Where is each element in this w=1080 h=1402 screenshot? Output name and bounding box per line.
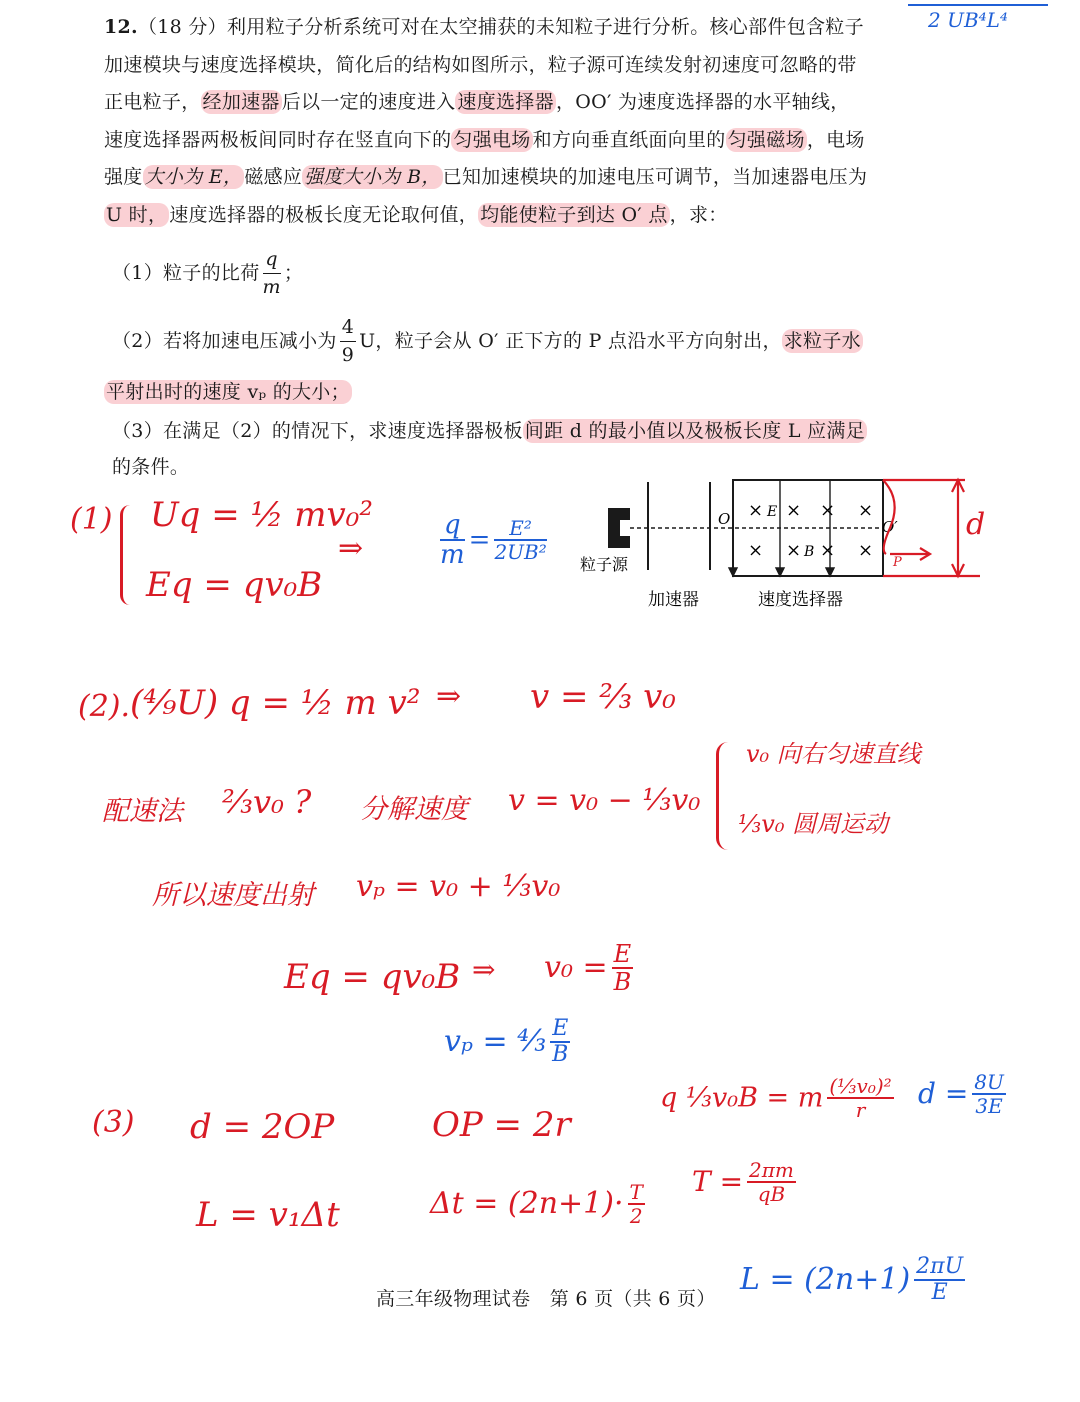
label-b: B [804, 544, 815, 560]
handwritten-top-right: 2 UB⁴L⁴ [928, 8, 1008, 32]
part3-force: q ⅓v₀B = m $\frac{\text{(⅓v₀)²}}{r}$ [660, 1074, 892, 1122]
b-field-cross: × [820, 540, 836, 561]
b-field-cross: × [748, 540, 764, 561]
highlight-find-vp: 求粒子水 [783, 329, 861, 352]
part2-balance-eq: Eq = qv₀B [284, 957, 461, 997]
part1-result: $\frac{q}{m}$ = $\frac{\text{E²}}{\text{2UB²}}$ [440, 510, 547, 570]
b-field-cross: × [858, 540, 874, 561]
question-3-line-2: 的条件。 [112, 456, 190, 478]
problem-number: 12. [104, 16, 138, 38]
part3-op: OP = 2r [432, 1105, 571, 1145]
part2-brace [716, 742, 735, 850]
part3-L-result: L = (2n+1) $\frac{2\pi U}{E}$ [740, 1254, 964, 1305]
part1-brace [120, 505, 137, 605]
b-field-cross: × [820, 500, 836, 521]
label-accelerator: 加速器 [648, 590, 699, 610]
highlight-b-magnitude: 强度大小为 B， [304, 166, 441, 188]
question-1: （1）粒子的比荷 $\frac{q}{m}$ ； [112, 248, 304, 298]
label-e: E [767, 504, 778, 520]
part2-vp-result: vₚ = ⁴⁄₃ $\frac{E}{B}$ [444, 1016, 569, 1067]
problem-line-4: 速度选择器两极板间同时存在竖直向下的 匀强电场 和方向垂直纸面向里的 匀强磁场 ，电场 [104, 129, 865, 151]
part2-arrow-2: ⇒ [472, 953, 496, 986]
label-p: P [893, 555, 902, 570]
problem-line-1: 12.（18 分）利用粒子分析系统可对在太空捕获的未知粒子进行分析。核心部件包含粒子 [104, 16, 864, 38]
fraction-q-over-m: $\frac{q}{m}$ [262, 248, 281, 298]
part3-dt: Δt = (2n+1)· $\frac{T}{2}$ [430, 1180, 643, 1228]
question-2-line-2 [104, 383, 352, 402]
part2-decompose-eq: v = v₀ − ⅓v₀ [508, 783, 701, 818]
b-field-cross: × [858, 500, 874, 521]
highlight-reach-o-prime: 均能使粒子到达 O′ 点 [480, 204, 668, 226]
part1-arrow: ⇒ [338, 531, 364, 566]
part3-label: (3) [92, 1105, 135, 1140]
problem-line-2: 加速模块与速度选择模块，简化后的结构如图所示，粒子源可连续发射初速度可忽略的带 [104, 54, 857, 76]
part2-brace-line-1: v₀ 向右匀速直线 [746, 740, 921, 768]
b-field-cross: × [748, 500, 764, 521]
part3-T: T = $\frac{2\pi m}{qB}$ [692, 1158, 794, 1206]
label-selector: 速度选择器 [758, 590, 843, 610]
apparatus-diagram [580, 470, 1000, 620]
problem-line-6: U 时， 速度选择器的极板长度无论取何值， 均能使粒子到达 O′ 点 ，求： [106, 204, 728, 226]
part2-brace-line-2: ⅓v₀ 圆周运动 [738, 810, 889, 838]
label-d: d [966, 507, 986, 542]
highlight-e-magnitude: 大小为 E， [144, 166, 243, 188]
fraction-four-ninths: $\frac{4}{9}$ [341, 316, 355, 366]
highlight-u: U 时， [106, 204, 168, 226]
label-o-prime: O′ [882, 518, 898, 536]
label-source: 粒子源 [580, 555, 629, 574]
part2-vp-eq: vₚ = v₀ + ⅓v₀ [356, 869, 561, 904]
part2-method: 配速法 [102, 796, 183, 827]
page-footer: 高三年级物理试卷 第 6 页（共 6 页） [376, 1288, 716, 1310]
problem-line-3: 正电粒子， 经加速器 后以一定的速度进入 速度选择器 ，OO′ 为速度选择器的水平轴线， [104, 91, 850, 113]
part2-arrow: ⇒ [436, 679, 462, 714]
highlight-magnetic-field: 匀强磁场 [727, 129, 805, 151]
highlight-d-and-l: 间距 d 的最小值以及极板长度 L 应满足 [524, 420, 866, 442]
part2-result: v = ⅔ v₀ [530, 677, 676, 717]
highlight-electric-field: 匀强电场 [453, 129, 531, 151]
problem-line-5: 强度 大小为 E， 磁感应 强度大小为 B， 已知加速模块的加速电压可调节，当加速器电压为 [104, 166, 868, 188]
part2-label: (2). [78, 689, 131, 724]
question-3: （3）在满足（2）的情况下，求速度选择器极板 间距 d 的最小值以及极板长度 L 应满足 [112, 420, 866, 442]
part1-eq2: Eq = qv₀B [146, 565, 323, 605]
b-field-cross: × [786, 540, 802, 561]
part2-exit-note: 所以速度出射 [152, 880, 314, 911]
part2-method-value: ⅔v₀ ? [222, 783, 312, 821]
part3-d: d = 2OP [190, 1107, 335, 1147]
part3-L: L = v₁Δt [196, 1195, 340, 1235]
b-field-cross: × [786, 500, 802, 521]
label-o: O [718, 510, 731, 528]
part2-decompose: 分解速度 [360, 794, 468, 825]
part1-eq1: Uq = ½ mv₀² [150, 495, 373, 535]
part3-d-result: d = $\frac{8U}{3E}$ [918, 1070, 1004, 1118]
part2-eq: (⁴⁄₉U) q = ½ m v² [130, 683, 421, 723]
top-right-fraction-bar [908, 4, 1048, 6]
part1-label: (1) [70, 502, 113, 537]
highlight-vp-magnitude: 平射出时的速度 vₚ 的大小； [106, 381, 350, 403]
highlight-selector: 速度选择器 [457, 91, 554, 113]
part2-v0: v₀ = $\frac{E}{B}$ [544, 940, 632, 996]
highlight-accelerator: 经加速器 [202, 91, 280, 113]
problem-points: （18 分） [137, 16, 227, 38]
question-2: （2）若将加速电压减小为 $\frac{4}{9}$ U，粒子会从 O′ 正下方的 P 点沿水平方向射出， 求粒子水 [112, 316, 861, 366]
